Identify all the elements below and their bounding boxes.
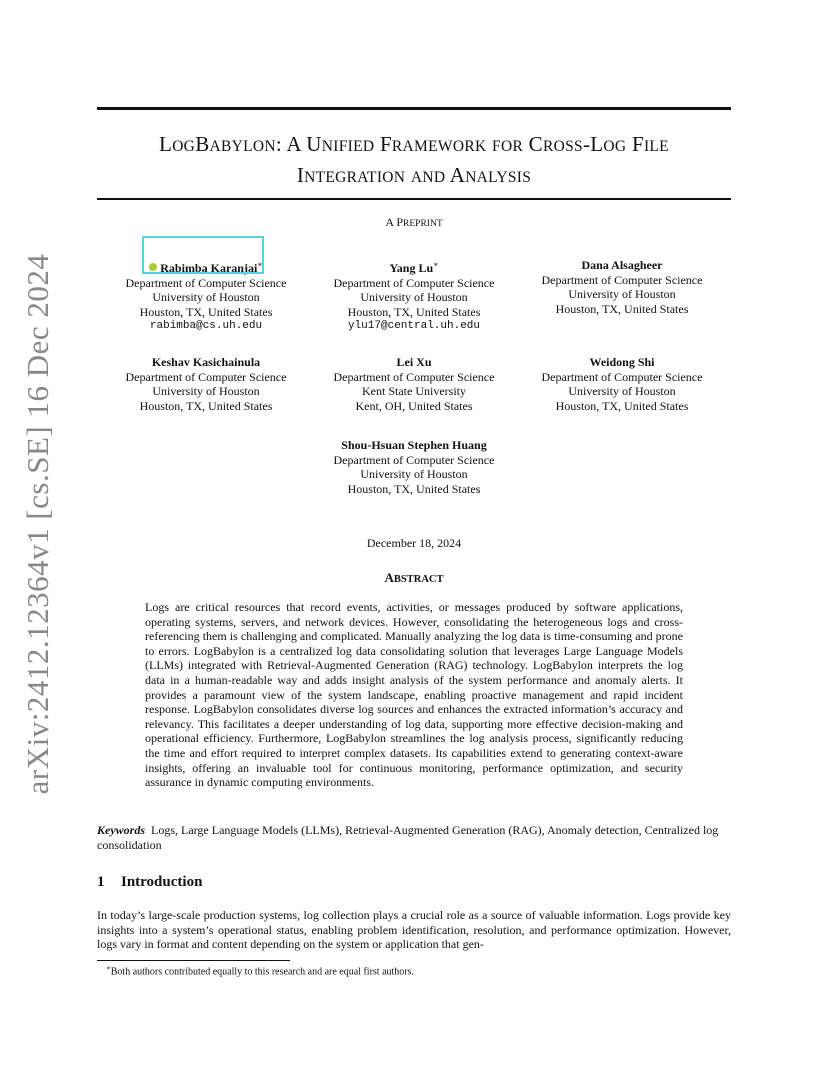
author-name: Keshav Kasichainula (151, 355, 261, 369)
author-block (512, 258, 732, 316)
author-institution: University of Houston (152, 290, 260, 305)
keywords (97, 823, 731, 852)
title-rule-bottom (97, 198, 731, 200)
author-block (512, 355, 732, 413)
footnote-rule (97, 960, 290, 961)
paper-title-line-1: LOGBABYLON: A UNIFIED FRAMEWORK FOR CROSS-LOG FILE (159, 132, 669, 156)
author-department: Department of Computer Science (541, 369, 703, 384)
author-name: Yang Lu (389, 261, 434, 275)
intro-paragraph: In today’s large-scale production systems, log collection plays a crucial role as a source of valuable information. Logs provide key insights into a system’s operational status, enabling problem identification, resolution, and performance optimization. However, logs vary in format and content depending on the system or application that gen- (97, 908, 731, 952)
author-email[interactable]: ylu17@central.uh.edu (347, 320, 481, 333)
author-location: Houston, TX, United States (139, 304, 273, 319)
footnote-mark: ∗ (106, 964, 111, 972)
author-institution: Kent State University (362, 384, 466, 399)
author-name: Weidong Shi (589, 355, 655, 369)
paper-title-line-2: INTEGRATION AND ANALYSIS (296, 163, 532, 187)
author-location: Houston, TX, United States (555, 398, 689, 413)
abstract-text: Logs are critical resources that record events, activities, or messages produced by software applications, operating systems, servers, and network devices. However, consolidating the heterogeneous logs and cross-referencing them is challenging and complicated. Manually analyzing the log data is time-consuming and prone to errors. LogBabylon is a centralized log data consolidating solution that leverages Large Language Models (LLMs) integrated with Retrieval-Augmented Generation (RAG) technology. LogBabylon interprets the log data in a human-readable way and adds insight analysis of the system performance and anomaly alerts. It provides a paramount view of the system landscape, enabling proactive management and rapid incident response. LogBabylon consolidates diverse log sources and enhances the extracted information’s accuracy and relevancy. This facilitates a deeper understanding of log data, supporting more effective decision-making and operational efficiency. Furthermore, LogBabylon streamlines the log analysis process, significantly reducing the time and effort required to interpret complex datasets. Its capabilities extend to generating context-aware insights, offering an invaluable tool for continuous monitoring, performance optimization, and security assurance in dynamic computing environments. (145, 600, 683, 790)
footnote-text: Both authors contributed equally to this research and are equal first authors. (110, 966, 415, 978)
author-block (304, 438, 524, 496)
abstract-heading: ABSTRACT (384, 570, 444, 585)
author-institution: University of Houston (568, 287, 676, 302)
author-department: Department of Computer Science (333, 275, 495, 290)
author-block (96, 355, 316, 413)
arxiv-identifier: arXiv:2412.12364v1 [cs.SE] 16 Dec 2024 (20, 253, 55, 795)
paper-title (60, 130, 768, 192)
author-email[interactable]: rabimba@cs.uh.edu (149, 320, 263, 333)
publication-date: December 18, 2024 (366, 536, 462, 550)
preprint-label: A PREPRINT (385, 215, 443, 229)
section-heading (97, 874, 202, 891)
author-name: Dana Alsagheer (581, 258, 663, 272)
author-institution: University of Houston (152, 384, 260, 399)
author-name: Shou-Hsuan Stephen Huang (341, 438, 487, 452)
author-block (304, 355, 524, 413)
author-department: Department of Computer Science (125, 369, 287, 384)
selection-highlight (142, 236, 264, 274)
author-institution: University of Houston (568, 384, 676, 399)
author-name: Lei Xu (396, 355, 432, 369)
author-department: Department of Computer Science (333, 369, 495, 384)
author-location: Kent, OH, United States (355, 398, 473, 413)
title-rule-top (97, 107, 731, 110)
equal-contribution-mark: ∗ (433, 260, 439, 269)
author-department: Department of Computer Science (333, 452, 495, 467)
keywords-list: Logs, Large Language Models (LLMs), Retrieval-Augmented Generation (RAG), Anomaly detection, Centralized log consolidation (97, 823, 719, 852)
author-institution: University of Houston (360, 290, 468, 305)
equal-contribution-mark: ∗ (257, 260, 263, 269)
keywords-label: Keywords (97, 823, 145, 837)
author-name: Rabimba Karanjai (160, 261, 258, 275)
section-title: Introduction (121, 874, 203, 890)
author-location: Houston, TX, United States (347, 304, 481, 319)
author-location: Houston, TX, United States (139, 398, 273, 413)
author-institution: University of Houston (360, 467, 468, 482)
author-department: Department of Computer Science (125, 275, 287, 290)
section-number: 1 (97, 874, 105, 890)
author-location: Houston, TX, United States (347, 481, 481, 496)
footnote (106, 964, 414, 977)
author-block (304, 258, 524, 334)
author-location: Houston, TX, United States (555, 301, 689, 316)
author-department: Department of Computer Science (541, 272, 703, 287)
